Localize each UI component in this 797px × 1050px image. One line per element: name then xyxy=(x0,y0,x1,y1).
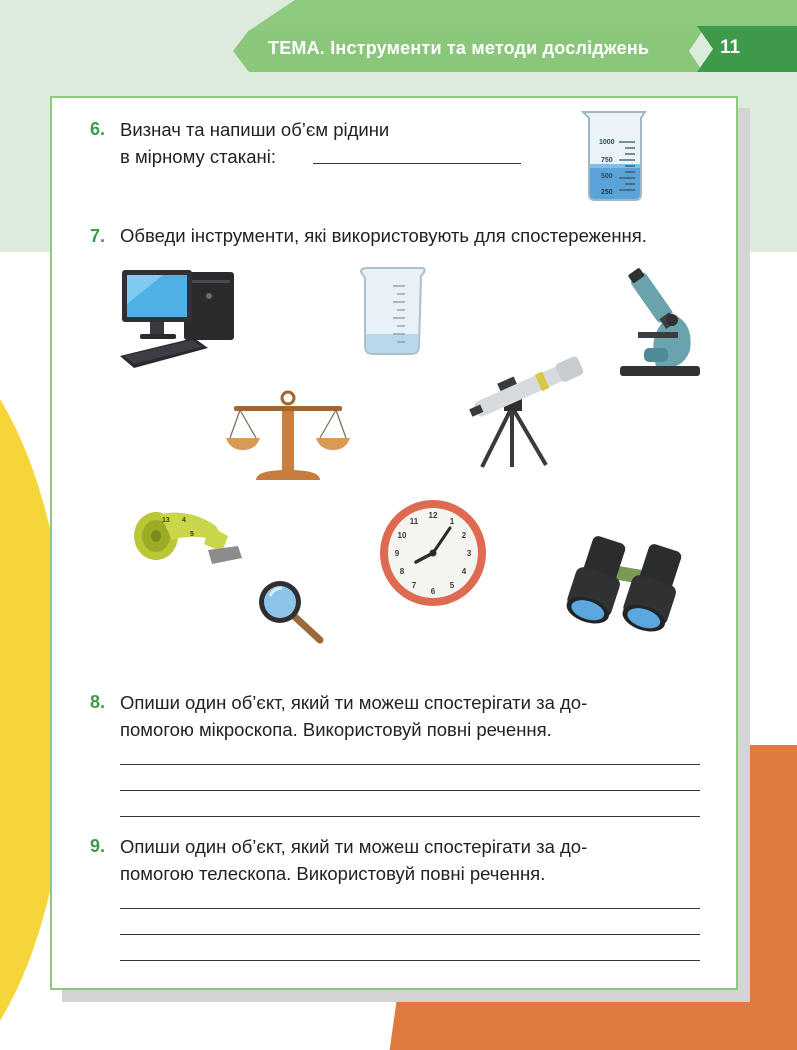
clock-number: 4 xyxy=(461,567,467,576)
task-8-answer-line[interactable] xyxy=(120,790,700,791)
clock-number: 1 xyxy=(449,517,455,526)
clock-number: 7 xyxy=(411,581,417,590)
header-accent-band xyxy=(250,0,797,30)
task-9-text-line-2: помогою телескопа. Використовуй повні речення. xyxy=(120,863,546,884)
topic-title: ТЕМА. Інструменти та методи досліджень xyxy=(268,38,650,58)
telescope-icon[interactable] xyxy=(460,345,590,471)
tape-mark-label: 13 xyxy=(162,517,170,524)
tape-mark-label: 5 xyxy=(190,531,194,538)
task-7-text: Обведи інструменти, які використовують для спостереження. xyxy=(120,225,647,246)
task-8-text-line-1: Опиши один об’єкт, який ти можеш спостерігати за до- xyxy=(120,692,588,713)
computer-icon[interactable] xyxy=(118,266,240,372)
clock-number: 10 xyxy=(397,531,407,540)
clock-number: 5 xyxy=(449,581,455,590)
measuring-beaker-icon[interactable] xyxy=(357,264,433,358)
balance-scale-icon[interactable] xyxy=(226,386,350,486)
beaker-scale-label: 250 xyxy=(601,189,613,196)
beaker-scale-label: 500 xyxy=(601,173,613,180)
beaker-scale-label: 750 xyxy=(601,157,613,164)
clock-number: 12 xyxy=(428,511,438,520)
task-6-number: 6. xyxy=(90,119,106,139)
beaker-6-illustration xyxy=(575,104,655,204)
beaker-scale-label: 1000 xyxy=(599,139,615,146)
microscope-icon[interactable] xyxy=(616,262,702,380)
task-9-answer-line[interactable] xyxy=(120,960,700,961)
clock-number: 3 xyxy=(466,549,472,558)
task-8-answer-line[interactable] xyxy=(120,764,700,765)
tape-mark-label: 4 xyxy=(182,517,186,524)
task-9-answer-line[interactable] xyxy=(120,908,700,909)
task-6-text-line-1: Визнач та напиши об’єм рідини xyxy=(120,119,390,140)
clock-number: 8 xyxy=(399,567,405,576)
binoculars-icon[interactable] xyxy=(562,532,690,642)
measuring-tape-icon[interactable] xyxy=(130,504,246,572)
clock-icon[interactable] xyxy=(376,498,490,608)
task-6-answer-line[interactable] xyxy=(313,163,521,164)
task-8-number: 8. xyxy=(90,692,106,712)
task-9-text-line-1: Опиши один об’єкт, який ти можеш спостерігати за до- xyxy=(120,836,588,857)
task-6-text-line-2: в мірному стакані: xyxy=(120,146,276,167)
clock-number: 6 xyxy=(430,587,436,596)
clock-number: 2 xyxy=(461,531,467,540)
task-9-answer-line[interactable] xyxy=(120,934,700,935)
page-number: 11 xyxy=(719,37,741,58)
clock-number: 11 xyxy=(409,517,419,526)
magnifying-glass-icon[interactable] xyxy=(254,576,328,648)
clock-number: 9 xyxy=(394,549,400,558)
task-7-number: 7. xyxy=(90,226,106,246)
task-8-answer-line[interactable] xyxy=(120,816,700,817)
task-8-text-line-2: помогою мікроскопа. Використовуй повні речення. xyxy=(120,719,552,740)
task-9-number: 9. xyxy=(90,836,106,856)
